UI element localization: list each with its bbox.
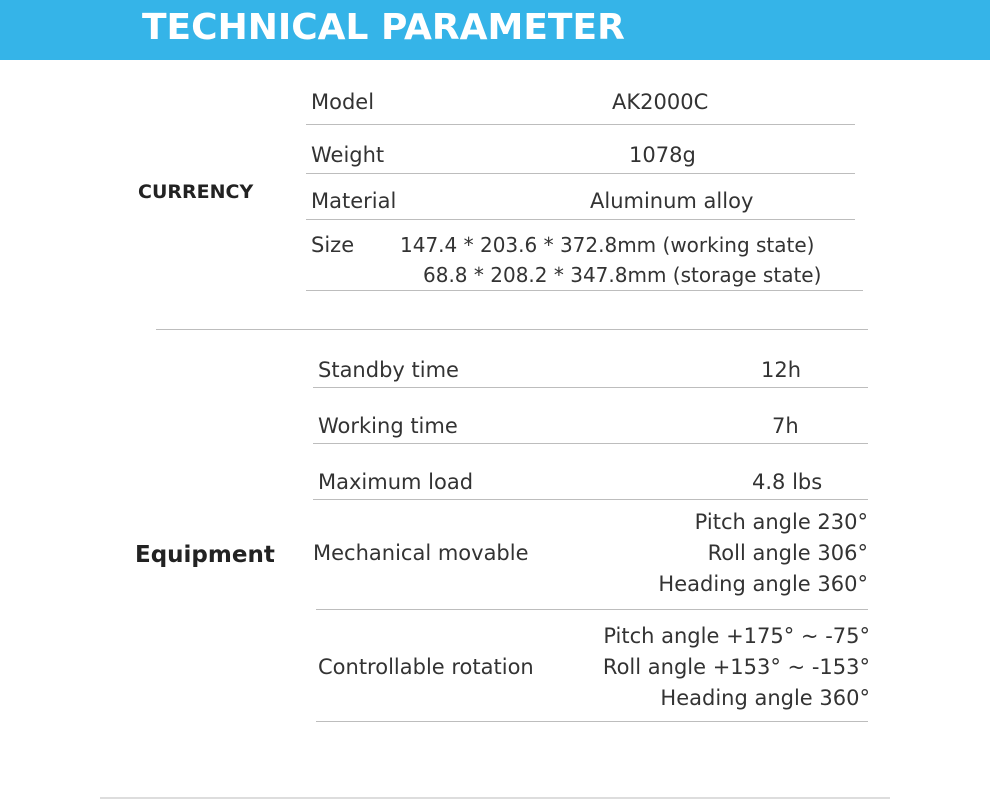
row-divider (306, 173, 855, 174)
row-value-mechanical-pitch: Pitch angle 230° (694, 510, 868, 534)
row-value-controllable-pitch: Pitch angle +175° ~ -75° (603, 624, 870, 648)
row-divider (313, 443, 868, 444)
row-divider (316, 721, 868, 722)
section-label-equipment: Equipment (135, 542, 275, 568)
row-label-standby-time: Standby time (318, 358, 459, 382)
row-value-controllable-roll: Roll angle +153° ~ -153° (602, 655, 870, 679)
row-divider (306, 124, 855, 125)
row-value-mechanical-roll: Roll angle 306° (707, 541, 868, 565)
row-divider (306, 290, 863, 291)
row-divider (306, 219, 855, 220)
row-label-controllable-rotation: Controllable rotation (318, 655, 534, 679)
row-label-maximum-load: Maximum load (318, 470, 474, 494)
row-value-standby-time: 12h (761, 358, 802, 382)
row-value-material: Aluminum alloy (590, 189, 754, 213)
row-divider (313, 499, 868, 500)
row-label-material: Material (311, 189, 397, 213)
row-label-weight: Weight (311, 143, 385, 167)
row-label-size: Size (311, 233, 355, 257)
row-value-maximum-load: 4.8 lbs (752, 470, 823, 494)
section-divider (156, 329, 868, 330)
row-value-size-working: 147.4 * 203.6 * 372.8mm (working state) (400, 233, 815, 257)
row-value-controllable-heading: Heading angle 360° (660, 686, 870, 710)
header-banner (0, 0, 990, 60)
row-label-mechanical-movable: Mechanical movable (313, 541, 529, 565)
row-value-mechanical-heading: Heading angle 360° (658, 572, 868, 596)
row-label-working-time: Working time (318, 414, 458, 438)
section-label-currency: CURRENCY (138, 181, 254, 203)
row-divider (313, 387, 868, 388)
row-value-size-storage: 68.8 * 208.2 * 347.8mm (storage state) (423, 263, 822, 287)
bottom-divider (100, 797, 890, 799)
row-value-working-time: 7h (772, 414, 799, 438)
row-divider (316, 609, 868, 610)
row-value-weight: 1078g (629, 143, 696, 167)
page-title: TECHNICAL PARAMETER (142, 7, 625, 48)
row-value-model: AK2000C (612, 90, 709, 114)
row-label-model: Model (311, 90, 375, 114)
